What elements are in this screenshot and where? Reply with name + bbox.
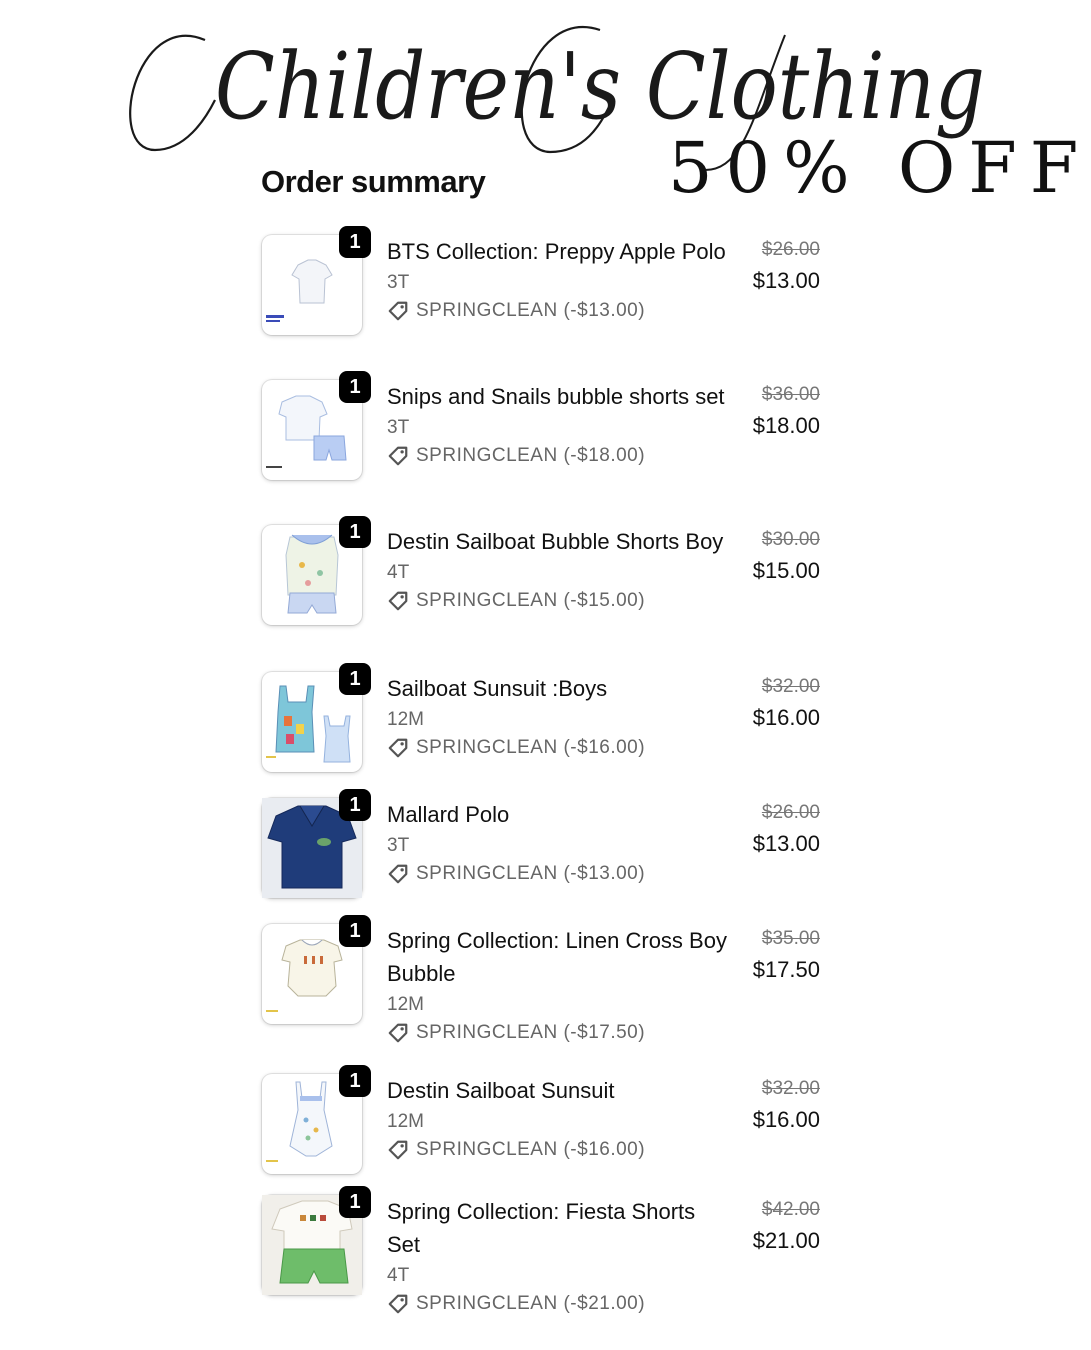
discount-code [387,1137,727,1163]
order-summary-title: Order summary [261,164,486,199]
original-price: $32.00 [761,676,820,697]
discount-code [387,1291,727,1317]
quantity-badge: 1 [339,516,371,548]
quantity-badge: 1 [339,1186,371,1218]
product-variant: 12M [387,709,424,730]
discounted-price: $15.00 [752,558,820,583]
original-price: $26.00 [761,802,820,823]
discount-label: SPRINGCLEAN (-$15.00) [416,590,646,611]
product-name[interactable]: Mallard Polo [387,802,510,827]
discounted-price: $13.00 [752,268,820,293]
product-variant: 4T [387,1265,410,1286]
discount-code [387,1020,727,1046]
product-variant: 12M [387,1111,424,1132]
discount-code [387,735,727,761]
product-name[interactable]: BTS Collection: Preppy Apple Polo [387,239,726,264]
original-price: $26.00 [761,239,820,260]
discount-code [387,298,727,324]
product-name[interactable]: Destin Sailboat Bubble Shorts Boy [387,529,724,554]
discounted-price: $16.00 [752,705,820,730]
discounted-price: $18.00 [752,413,820,438]
product-name[interactable]: Snips and Snails bubble shorts set [387,384,725,409]
quantity-badge: 1 [339,371,371,403]
discounted-price: $21.00 [752,1228,820,1253]
tag-icon [387,590,409,612]
original-price: $32.00 [761,1078,820,1099]
product-variant: 4T [387,562,410,583]
discount-label: SPRINGCLEAN (-$18.00) [416,445,646,466]
tag-icon [387,863,409,885]
discounted-price: $13.00 [752,831,820,856]
discounted-price: $17.50 [752,957,820,982]
product-variant: 12M [387,994,424,1015]
quantity-badge: 1 [339,789,371,821]
product-variant: 3T [387,835,410,856]
original-price: $35.00 [761,928,820,949]
discount-label: SPRINGCLEAN (-$13.00) [416,863,646,884]
script-title-text: Children's Clothing [215,33,985,140]
original-price: $30.00 [761,529,820,550]
product-name[interactable]: Sailboat Sunsuit :Boys [387,676,608,701]
tag-icon [387,445,409,467]
quantity-badge: 1 [339,915,371,947]
discount-label: SPRINGCLEAN (-$17.50) [416,1022,646,1043]
product-variant: 3T [387,417,410,438]
discount-label: SPRINGCLEAN (-$21.00) [416,1293,646,1314]
tag-icon [387,1293,409,1315]
discount-code [387,588,727,614]
tag-icon [387,737,409,759]
quantity-badge: 1 [339,663,371,695]
tag-icon [387,1022,409,1044]
tag-icon [387,300,409,322]
discount-label: SPRINGCLEAN (-$13.00) [416,300,646,321]
sale-tag: 50% OFF [668,127,1091,209]
product-variant: 3T [387,272,410,293]
discount-label: SPRINGCLEAN (-$16.00) [416,1139,646,1160]
quantity-badge: 1 [339,226,371,258]
discount-label: SPRINGCLEAN (-$16.00) [416,737,646,758]
discount-code [387,443,727,469]
discount-code [387,861,727,887]
quantity-badge: 1 [339,1065,371,1097]
tag-icon [387,1139,409,1161]
product-name[interactable]: Spring Collection: Linen Cross Boy Bubble [387,928,727,986]
discounted-price: $16.00 [752,1107,820,1132]
product-name[interactable]: Spring Collection: Fiesta Shorts Set [387,1199,696,1257]
original-price: $42.00 [761,1199,820,1220]
original-price: $36.00 [761,384,820,405]
product-name[interactable]: Destin Sailboat Sunsuit [387,1078,615,1103]
